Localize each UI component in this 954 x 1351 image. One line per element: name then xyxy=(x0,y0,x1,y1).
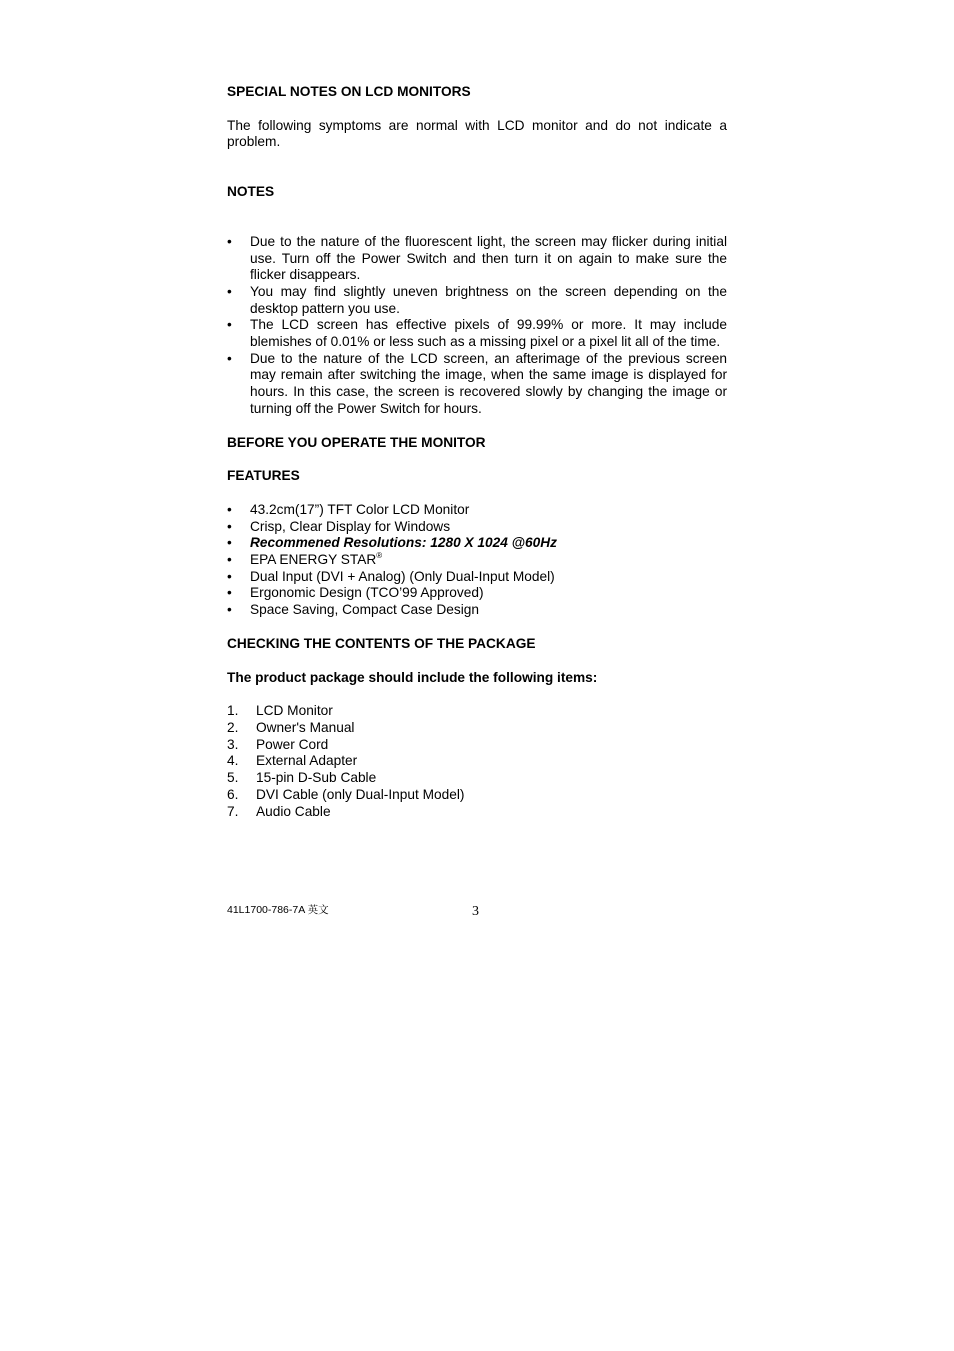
notes-list xyxy=(227,234,727,418)
bullet-icon: • xyxy=(227,585,232,601)
list-item: • Dual Input (DVI + Analog) (Only Dual-Input Model) xyxy=(227,568,555,584)
bullet-icon: • xyxy=(227,552,232,568)
list-item: 3. Power Cord xyxy=(227,736,329,752)
footer-document-code: 41L1700-786-7A 英文 xyxy=(227,904,329,916)
registered-mark: ® xyxy=(376,551,383,561)
before-operate-heading: BEFORE YOU OPERATE THE MONITOR xyxy=(227,434,486,450)
bullet-icon: • xyxy=(227,317,232,333)
bullet-icon: • xyxy=(227,350,232,366)
manual-page xyxy=(227,84,727,820)
special-notes-heading: SPECIAL NOTES ON LCD MONITORS xyxy=(227,84,471,99)
package-subheading: The product package should include the following items: xyxy=(227,669,598,685)
bullet-icon: • xyxy=(227,568,232,584)
page-number: 3 xyxy=(472,904,479,919)
special-notes-intro: The following symptoms are normal with LCD monitor and do not indicate a problem. xyxy=(227,117,727,150)
list-item: • Due to the nature of the LCD screen, an afterimage of the previous screen may remain after switching the image, when the same image is displayed for hours. In this case, the screen is recovered slowly by changing the image or turning off the Power Switch for hours. xyxy=(227,350,727,416)
list-item: • 43.2cm(17”) TFT Color LCD Monitor xyxy=(227,501,470,517)
list-item: • Due to the nature of the fluorescent light, the screen may flicker during initial use. Turn off the Power Switch and then turn it on again to make sure the flicker disappears. xyxy=(227,233,727,283)
list-item: • Space Saving, Compact Case Design xyxy=(227,602,480,618)
list-item: 2. Owner's Manual xyxy=(227,719,355,735)
bullet-icon: • xyxy=(227,233,232,249)
bullet-icon: • xyxy=(227,535,232,551)
list-item: 6. DVI Cable (only Dual-Input Model) xyxy=(227,786,465,802)
package-list xyxy=(227,703,727,820)
list-item: • The LCD screen has effective pixels of 99.99% or more. It may include blemishes of 0.01% or less such as a missing pixel or a pixel lit all of the time. xyxy=(227,317,727,350)
list-item: 1. LCD Monitor xyxy=(227,703,333,719)
list-item: • You may find slightly uneven brightness on the screen depending on the desktop pattern you use. xyxy=(227,283,727,316)
list-item: • Crisp, Clear Display for Windows xyxy=(227,518,451,534)
bullet-icon: • xyxy=(227,518,232,534)
features-heading: FEATURES xyxy=(227,468,300,484)
bullet-icon: • xyxy=(227,283,232,299)
list-item: 7. Audio Cable xyxy=(227,803,331,819)
features-list xyxy=(227,502,727,619)
list-item: • Ergonomic Design (TCO’99 Approved) xyxy=(227,585,484,601)
list-item: 5. 15-pin D-Sub Cable xyxy=(227,770,377,786)
package-heading: CHECKING THE CONTENTS OF THE PACKAGE xyxy=(227,635,536,651)
bullet-icon: • xyxy=(227,602,232,618)
notes-heading: NOTES xyxy=(227,184,275,200)
bullet-icon: • xyxy=(227,501,232,517)
list-item: 4. External Adapter xyxy=(227,753,358,769)
list-item: • Recommened Resolutions: 1280 X 1024 @60Hz xyxy=(227,535,557,551)
list-item: • EPA ENERGY STAR® xyxy=(227,551,383,568)
